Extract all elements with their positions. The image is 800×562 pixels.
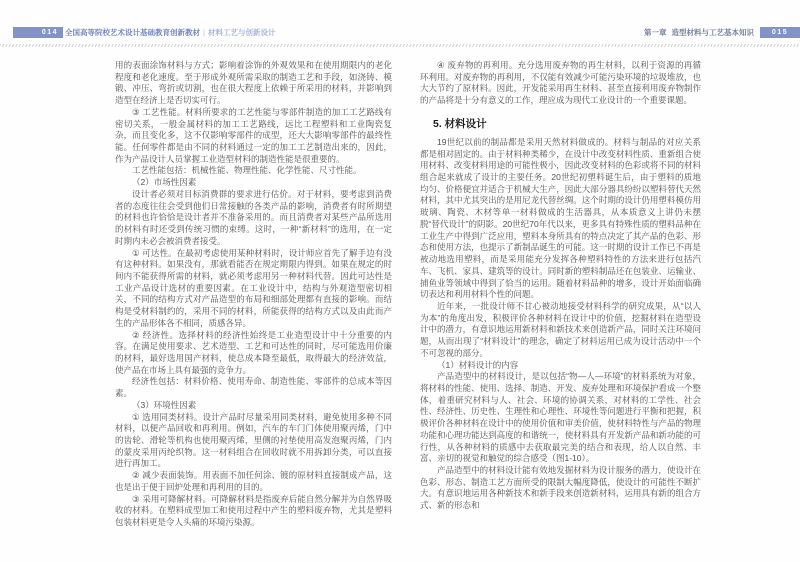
paragraph: （3）环境性因素	[132, 399, 197, 410]
left-page-text-column	[115, 60, 392, 529]
page-number-badge-left	[13, 27, 63, 38]
running-head	[0, 27, 800, 39]
book-title: 材料工艺与创新设计	[207, 28, 276, 37]
paragraph: ③ 采用可降解材料。可降解材料是指废弃后能自然分解并为自然界吸收的材料。在塑料成型加工和使用过程中产生的塑料废弃物，尤其是塑料包装材料更是令人头痛的环境污染源。	[115, 493, 392, 528]
chapter-title: 造型材料与工艺基本知识	[671, 28, 754, 37]
paragraph: 产品造型中的材料设计能有效地发掘材料为设计服务的潜力，使设计在色彩、形态、制造工艺方面所受的限制大幅度降低，使设计的可能性不断扩大。有意识地运用各种新技术和新手段来创造新材料，运用具有新的组合方式、新的形态和	[420, 465, 701, 511]
paragraph: 设计者必须对目标消费群的要求进行估价。对于材料，要考虑到消费者的态度往往会受到他们日常接触的各类产品的影响，消费者有时所期望的材料也许恰恰是设计者并不准备采用的。而且消费者对某些产品所选用的材料有时还受到传统习惯的束缚。这时，一种“新材料”的选用，在一定时期内未必会被消费者接受。	[115, 188, 392, 246]
running-head-right	[644, 27, 754, 38]
paragraph: 工艺性能包括：机械性能、物理性能、化学性能、尺寸性能。	[132, 165, 362, 176]
paragraph: （1）材料设计的内容	[437, 359, 519, 370]
chapter-number: 第一章	[644, 28, 667, 37]
page-number-right: 015	[771, 29, 789, 36]
paragraph: 产品造型中的材料设计，是以包括“物—人—环境”的材料系统为对象，将材料的性能、使用、选择、制造、开发、废弃处理和环境保护看成一个整体，着重研究材料与人、社会、环境的协调关系，对材料的工学性、社会性、经济性、历史性、生理性和心理性、环境性等问题进行平衡和把握，积极评价各种材料在设计中的使用价值和审美价值，使材料特性与产品的物理功能和心理功能达到高度的和谐统一，使材料具有开发新产品和新功能的可行性，从各种材料的质感中去获取最完美的结合和表现，给人以自然、丰富、亲切的视觉和触觉的综合感受（图1-10）。	[420, 371, 701, 464]
paragraph: 近年来，一批设计师不甘心被动地接受材料科学的研究成果，从“以人为本”的角度出发，积极评价各种材料在设计中的价值，挖掘材料在造型设计中的潜力，有意识地运用新材料和新技术来创造新产品，同时关注环境问题，从而出现了“材料设计”的理念，确定了材料运用已成为设计活动中一个不可忽视的部分。	[420, 300, 701, 358]
section-heading: 5. 材料设计	[433, 117, 487, 130]
paragraph: ② 减少表面装饰。用表面不加任何涂、镀的原材料直接制成产品，这也是出于便于回炉处理和再利用的目的。	[115, 470, 392, 492]
title-separator: |	[203, 28, 205, 37]
series-title: 全国高等院校艺术设计基础教育创新教材	[65, 28, 200, 37]
running-head-left	[65, 27, 275, 38]
paragraph: ② 经济性。选择材料的经济性始终是工业造型设计中十分重要的内容。在满足使用要求、艺术造型、工艺和可达性的同时，尽可能选用价廉的材料，最好选用国产材料，使总成本降至最低，取得最大的经济效益，使产品在市场上具有最强的竞争力。	[115, 329, 392, 375]
page-number-badge-right	[760, 27, 800, 38]
paragraph: ④ 废弃物的再利用。充分选用废弃物的再生材料，以利于资源的再循环利用。对废弃物的再利用，不仅能有效减少可能污染环境的垃圾堆放，也大大节约了原材料。因此，开发能采用再生材料、甚至直接利用废弃物制作的产品将是十分有意义的工作，理应成为现代工业设计的一个重要课题。	[420, 60, 701, 106]
paragraph: 19世纪以前的制品都是采用天然材料做成的。材料与制品的对应关系都是相对固定的。由于材料种类稀少，在设计中改变材料性质、重新组合使用材料、改变材料用途的可能性极小，因此改变材料的色彩或将不同的材料组合起来就成了设计的主要任务。20世纪初塑料诞生后，由于塑料的质地均匀、价格便宜并适合于机械大生产，因此大部分器具纷纷以塑料替代天然材料，其中尤其突出的是用尼龙代替丝绸。这个时期的设计仍用塑料模仿用玻璃、陶瓷、木材等单一材料做成的生活器具，从本质意义上讲仍未摆脱“替代设计”的阴影。20世纪70年代以来，更多具有特殊性质的塑料品种在工业生产中得到广泛应用，塑料本身所具有的特点决定了其产品的色彩、形态和使用方法，也提示了新制品诞生的可能。这一时期的设计工作已不再是被动地选用塑料，而是采用能充分发挥各种塑料特性的方法来进行包括汽车、飞机、家具、建筑等的设计。同时新的塑料制品还在包装业、运输业、捕鱼业等领域中得到了恰当的运用。随着材料品种的增多，设计开始面临确切表达和利用材料个性的问题。	[420, 136, 701, 300]
header-rule	[0, 44, 800, 47]
paragraph: 经济性包括：材料价格、使用寿命、制造性能、零部件的总成本等因素。	[115, 376, 392, 399]
paragraph: ① 选用同类材料。设计产品时尽量采用同类材料，避免使用多种不同材料，以便产品回收和再利用。例如，汽车的车门门体使用聚丙烯，门中的齿轮、滑轮等机构也使用聚丙烯，里侧的衬垫使用高发泡聚丙烯，门内的蒙皮采用丙纶织物。这一材料组合在回收时就不用拆卸分类，可以直接进行再加工。	[115, 411, 392, 469]
paragraph: ① 可达性。在最初考虑使用某种材料时，设计师应首先了解手边有没有这种材料。如果没有，那就看能否在规定期限内得到。如果在规定的时间内不能获得所需的材料，就必须考虑用另一种材料代替。因此可达性是工业产品设计选材的重要因素。在工业设计中，结构与外观造型密切相关，不同的结构方式对产品造型的布局和细部处理都有直接的影响。而结构是受材料制约的，采用不同的材料，所能获得的结构方式以及由此而产生的产品形体各不相同，质感各异。	[115, 247, 392, 328]
paragraph: （2）市场性因素	[132, 177, 197, 188]
right-page-text-column	[420, 60, 701, 512]
page-number-left: 014	[41, 29, 58, 36]
paragraph: ③ 工艺性能。材料所要求的工艺性能与零部件制造的加工工艺路线有密切关系，一般金属材料的加工工艺路线，远比工程塑料和工业陶瓷复杂，而且变化多，这不仅影响零部件的成型，还大大影响零部件的最终性能。任何零件都是由不同的材料通过一定的加工工艺制造出来的，因此，作为产品设计人员掌握工业造型材料的制造性能是很重要的。	[115, 106, 392, 164]
paragraph: 用的表面涂饰材料与方式；影响着涂饰的外观效果和在使用期限内的老化程度和老化速度。至于形成外观所需采取的制造工艺和手段，如浇铸、模锻、冲压、弯折或切割，也在很大程度上依赖于所采用的材料，并影响到造型在经济上是否切实可行。	[115, 60, 392, 106]
